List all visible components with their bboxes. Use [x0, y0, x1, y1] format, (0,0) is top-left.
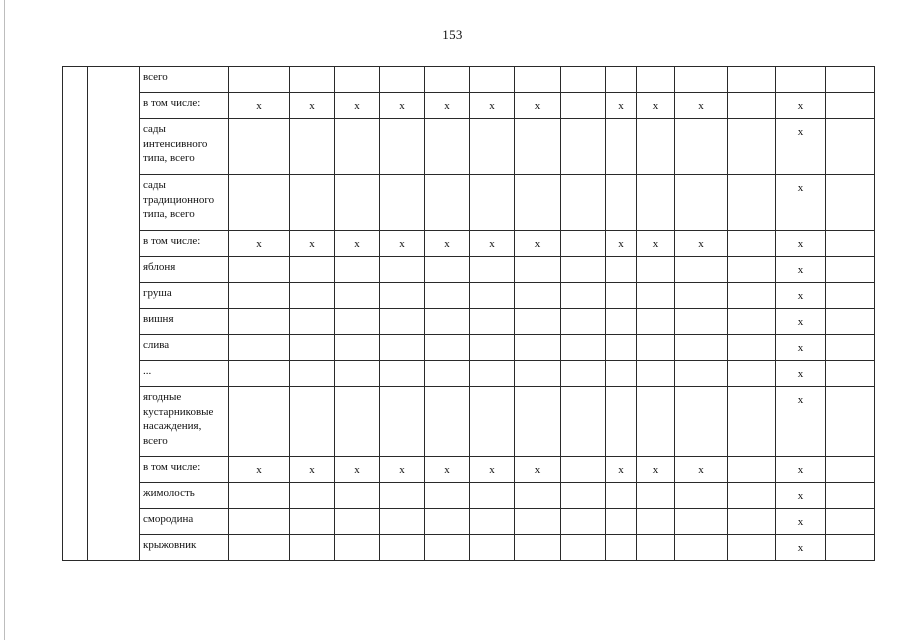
row-label: жимолость — [140, 483, 229, 509]
table-row — [63, 309, 875, 335]
x-mark-cell: x — [637, 231, 675, 257]
empty-cell — [606, 119, 637, 175]
empty-cell — [515, 387, 561, 457]
empty-cell — [561, 457, 606, 483]
empty-cell — [290, 257, 335, 283]
empty-cell — [335, 67, 380, 93]
empty-cell — [826, 93, 875, 119]
empty-cell — [229, 67, 290, 93]
empty-cell — [728, 387, 776, 457]
empty-cell — [561, 257, 606, 283]
table-row — [63, 231, 875, 257]
empty-cell — [335, 509, 380, 535]
x-mark-cell: x — [776, 231, 826, 257]
empty-cell — [290, 175, 335, 231]
row-label: вишня — [140, 309, 229, 335]
empty-cell — [380, 387, 425, 457]
empty-cell — [826, 283, 875, 309]
empty-cell — [515, 67, 561, 93]
empty-cell — [606, 509, 637, 535]
empty-cell — [606, 535, 637, 561]
empty-cell — [675, 119, 728, 175]
empty-cell — [728, 309, 776, 335]
empty-cell — [380, 257, 425, 283]
table-row — [63, 535, 875, 561]
table-row — [63, 361, 875, 387]
x-mark-cell: x — [776, 119, 826, 175]
empty-cell — [229, 119, 290, 175]
empty-cell — [229, 535, 290, 561]
x-mark-cell: x — [425, 231, 470, 257]
empty-cell — [470, 309, 515, 335]
x-mark-cell: x — [290, 457, 335, 483]
data-table — [62, 66, 875, 561]
empty-cell — [380, 361, 425, 387]
empty-cell — [380, 535, 425, 561]
empty-cell — [606, 309, 637, 335]
empty-cell — [826, 119, 875, 175]
empty-cell — [335, 483, 380, 509]
empty-cell — [776, 67, 826, 93]
empty-cell — [290, 509, 335, 535]
empty-cell — [229, 175, 290, 231]
empty-cell — [425, 119, 470, 175]
empty-cell — [470, 535, 515, 561]
empty-cell — [728, 483, 776, 509]
x-mark-cell: x — [470, 231, 515, 257]
empty-cell — [826, 257, 875, 283]
empty-cell — [637, 309, 675, 335]
row-label: сады интенсивного типа, всего — [140, 119, 229, 175]
table-row — [63, 257, 875, 283]
empty-cell — [515, 119, 561, 175]
empty-cell — [561, 509, 606, 535]
row-label: смородина — [140, 509, 229, 535]
empty-cell — [826, 361, 875, 387]
empty-cell — [728, 67, 776, 93]
empty-cell — [290, 387, 335, 457]
x-mark-cell: x — [335, 93, 380, 119]
x-mark-cell: x — [776, 309, 826, 335]
x-mark-cell: x — [425, 457, 470, 483]
x-mark-cell: x — [229, 93, 290, 119]
empty-cell — [515, 335, 561, 361]
empty-cell — [561, 93, 606, 119]
empty-cell — [425, 483, 470, 509]
empty-cell — [470, 175, 515, 231]
empty-cell — [515, 283, 561, 309]
table-body — [63, 67, 875, 561]
table-row — [63, 509, 875, 535]
empty-cell — [637, 257, 675, 283]
empty-cell — [728, 509, 776, 535]
x-mark-cell: x — [776, 457, 826, 483]
row-label: ... — [140, 361, 229, 387]
empty-cell — [675, 257, 728, 283]
merged-empty-cell — [63, 67, 88, 561]
empty-cell — [606, 335, 637, 361]
empty-cell — [425, 283, 470, 309]
empty-cell — [728, 257, 776, 283]
empty-cell — [826, 67, 875, 93]
empty-cell — [561, 67, 606, 93]
empty-cell — [515, 509, 561, 535]
empty-cell — [229, 509, 290, 535]
empty-cell — [675, 483, 728, 509]
empty-cell — [470, 283, 515, 309]
empty-cell — [826, 387, 875, 457]
empty-cell — [606, 175, 637, 231]
x-mark-cell: x — [776, 257, 826, 283]
x-mark-cell: x — [606, 93, 637, 119]
x-mark-cell: x — [776, 535, 826, 561]
empty-cell — [606, 257, 637, 283]
empty-cell — [728, 231, 776, 257]
empty-cell — [335, 283, 380, 309]
empty-cell — [728, 93, 776, 119]
empty-cell — [728, 283, 776, 309]
empty-cell — [675, 67, 728, 93]
empty-cell — [728, 361, 776, 387]
empty-cell — [637, 535, 675, 561]
table-row — [63, 119, 875, 175]
empty-cell — [561, 231, 606, 257]
empty-cell — [425, 509, 470, 535]
empty-cell — [561, 483, 606, 509]
empty-cell — [728, 535, 776, 561]
x-mark-cell: x — [335, 231, 380, 257]
empty-cell — [637, 335, 675, 361]
row-label: в том числе: — [140, 93, 229, 119]
x-mark-cell: x — [290, 231, 335, 257]
empty-cell — [229, 387, 290, 457]
x-mark-cell: x — [515, 93, 561, 119]
empty-cell — [229, 361, 290, 387]
x-mark-cell: x — [470, 457, 515, 483]
x-mark-cell: x — [675, 457, 728, 483]
x-mark-cell: x — [637, 457, 675, 483]
empty-cell — [470, 509, 515, 535]
empty-cell — [675, 335, 728, 361]
empty-cell — [675, 361, 728, 387]
empty-cell — [380, 483, 425, 509]
x-mark-cell: x — [776, 335, 826, 361]
empty-cell — [675, 509, 728, 535]
empty-cell — [606, 67, 637, 93]
empty-cell — [425, 67, 470, 93]
x-mark-cell: x — [380, 93, 425, 119]
x-mark-cell: x — [776, 361, 826, 387]
empty-cell — [675, 387, 728, 457]
row-label: груша — [140, 283, 229, 309]
table-row — [63, 387, 875, 457]
x-mark-cell: x — [776, 283, 826, 309]
empty-cell — [335, 335, 380, 361]
empty-cell — [606, 283, 637, 309]
empty-cell — [335, 535, 380, 561]
empty-cell — [380, 283, 425, 309]
x-mark-cell: x — [290, 93, 335, 119]
empty-cell — [728, 457, 776, 483]
empty-cell — [425, 387, 470, 457]
table-row — [63, 93, 875, 119]
empty-cell — [826, 457, 875, 483]
empty-cell — [380, 335, 425, 361]
empty-cell — [425, 535, 470, 561]
empty-cell — [229, 335, 290, 361]
empty-cell — [637, 67, 675, 93]
empty-cell — [826, 509, 875, 535]
empty-cell — [335, 175, 380, 231]
empty-cell — [515, 483, 561, 509]
x-mark-cell: x — [229, 231, 290, 257]
empty-cell — [606, 483, 637, 509]
empty-cell — [675, 309, 728, 335]
empty-cell — [229, 309, 290, 335]
left-margin-rule — [4, 0, 5, 640]
empty-cell — [637, 175, 675, 231]
empty-cell — [335, 257, 380, 283]
empty-cell — [425, 361, 470, 387]
empty-cell — [637, 483, 675, 509]
table-row — [63, 335, 875, 361]
empty-cell — [675, 175, 728, 231]
empty-cell — [637, 283, 675, 309]
table-row — [63, 283, 875, 309]
x-mark-cell: x — [776, 387, 826, 457]
empty-cell — [515, 175, 561, 231]
x-mark-cell: x — [637, 93, 675, 119]
empty-cell — [561, 361, 606, 387]
empty-cell — [515, 257, 561, 283]
empty-cell — [728, 119, 776, 175]
empty-cell — [826, 483, 875, 509]
x-mark-cell: x — [675, 231, 728, 257]
empty-cell — [728, 175, 776, 231]
empty-cell — [826, 309, 875, 335]
page-number: 153 — [442, 27, 463, 42]
empty-cell — [470, 335, 515, 361]
empty-cell — [561, 387, 606, 457]
row-label: слива — [140, 335, 229, 361]
empty-cell — [826, 335, 875, 361]
empty-cell — [290, 361, 335, 387]
row-label: яблоня — [140, 257, 229, 283]
empty-cell — [470, 361, 515, 387]
empty-cell — [290, 309, 335, 335]
empty-cell — [470, 67, 515, 93]
table-row — [63, 175, 875, 231]
row-label: сады традиционного типа, всего — [140, 175, 229, 231]
row-label: ягодные кустарниковые насаждения, всего — [140, 387, 229, 457]
table-row — [63, 67, 875, 93]
x-mark-cell: x — [380, 457, 425, 483]
empty-cell — [675, 535, 728, 561]
empty-cell — [425, 175, 470, 231]
x-mark-cell: x — [425, 93, 470, 119]
empty-cell — [470, 257, 515, 283]
row-label: крыжовник — [140, 535, 229, 561]
empty-cell — [728, 335, 776, 361]
empty-cell — [290, 67, 335, 93]
empty-cell — [561, 283, 606, 309]
empty-cell — [425, 309, 470, 335]
empty-cell — [561, 535, 606, 561]
x-mark-cell: x — [776, 175, 826, 231]
empty-cell — [425, 335, 470, 361]
table-row — [63, 483, 875, 509]
x-mark-cell: x — [675, 93, 728, 119]
row-label: в том числе: — [140, 231, 229, 257]
empty-cell — [606, 361, 637, 387]
empty-cell — [637, 387, 675, 457]
empty-cell — [637, 361, 675, 387]
empty-cell — [380, 509, 425, 535]
empty-cell — [229, 483, 290, 509]
empty-cell — [380, 119, 425, 175]
empty-cell — [637, 119, 675, 175]
table-row — [63, 457, 875, 483]
empty-cell — [606, 387, 637, 457]
empty-cell — [561, 175, 606, 231]
empty-cell — [470, 119, 515, 175]
empty-cell — [335, 387, 380, 457]
x-mark-cell: x — [515, 231, 561, 257]
empty-cell — [335, 309, 380, 335]
x-mark-cell: x — [776, 93, 826, 119]
x-mark-cell: x — [776, 483, 826, 509]
empty-cell — [380, 67, 425, 93]
empty-cell — [290, 119, 335, 175]
empty-cell — [290, 483, 335, 509]
x-mark-cell: x — [470, 93, 515, 119]
empty-cell — [290, 283, 335, 309]
empty-cell — [675, 283, 728, 309]
empty-cell — [470, 387, 515, 457]
x-mark-cell: x — [335, 457, 380, 483]
empty-cell — [335, 119, 380, 175]
empty-cell — [229, 257, 290, 283]
empty-cell — [380, 175, 425, 231]
empty-cell — [290, 535, 335, 561]
row-label: всего — [140, 67, 229, 93]
merged-empty-cell — [88, 67, 140, 561]
x-mark-cell: x — [380, 231, 425, 257]
empty-cell — [826, 535, 875, 561]
empty-cell — [335, 361, 380, 387]
x-mark-cell: x — [776, 509, 826, 535]
empty-cell — [470, 483, 515, 509]
empty-cell — [515, 309, 561, 335]
empty-cell — [229, 283, 290, 309]
empty-cell — [561, 335, 606, 361]
empty-cell — [826, 231, 875, 257]
empty-cell — [826, 175, 875, 231]
empty-cell — [515, 361, 561, 387]
empty-cell — [561, 119, 606, 175]
x-mark-cell: x — [606, 457, 637, 483]
empty-cell — [380, 309, 425, 335]
row-label: в том числе: — [140, 457, 229, 483]
empty-cell — [637, 509, 675, 535]
empty-cell — [515, 535, 561, 561]
empty-cell — [425, 257, 470, 283]
x-mark-cell: x — [515, 457, 561, 483]
empty-cell — [290, 335, 335, 361]
empty-cell — [561, 309, 606, 335]
x-mark-cell: x — [229, 457, 290, 483]
x-mark-cell: x — [606, 231, 637, 257]
